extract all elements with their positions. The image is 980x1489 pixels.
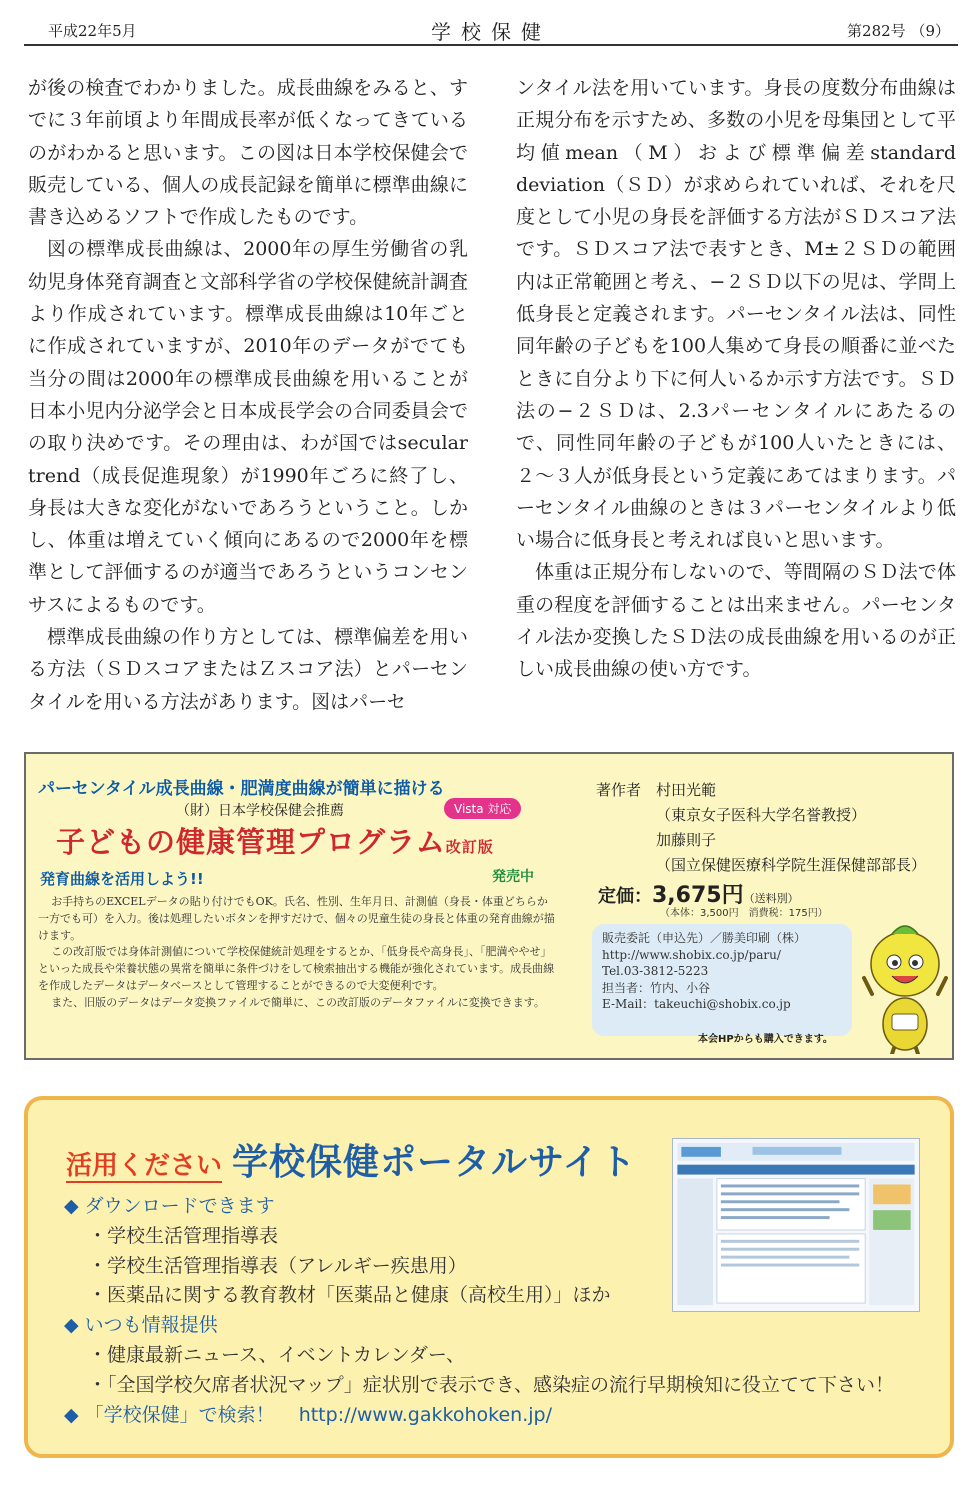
contact-line: 販売委託（申込先）／勝美印刷（株）	[602, 931, 807, 945]
author-label: 著作者	[596, 781, 642, 799]
author-affiliation: （東京女子医科大学名誉教授）	[656, 806, 867, 824]
portal-url-link[interactable]: http://www.gakkohoken.jp/	[298, 1403, 552, 1426]
search-hint: 「学校保健」で検索！	[84, 1403, 275, 1426]
issue-number: 第282号 （9）	[847, 22, 950, 40]
ad-recommendation: （財）日本学校保健会推薦	[176, 803, 344, 819]
ad-authors	[596, 778, 926, 878]
ad-subtitle: 発育曲線を活用しよう!!	[40, 870, 204, 888]
portal-tag: 活用ください	[66, 1151, 223, 1181]
diamond-bullet-icon: ◆	[64, 1403, 79, 1426]
vista-badge: Vista 対応	[444, 798, 521, 819]
hp-purchase-note: 本会HPからも購入できます。	[698, 1034, 833, 1045]
contact-tel: Tel.03-3812-5223	[602, 964, 709, 978]
mascot-illustration	[862, 914, 948, 1054]
ad-title	[56, 820, 494, 861]
author-name: 村田光範	[656, 781, 717, 799]
diamond-bullet-icon: ◆	[64, 1314, 79, 1337]
contact-email[interactable]: E-Mail：takeuchi@shobix.co.jp	[602, 997, 791, 1011]
portal-title: 学校保健ポータルサイト	[232, 1142, 637, 1183]
author-affiliation: （国立保健医療科学院生涯保健部部長）	[656, 856, 927, 874]
price-label: 定価：	[598, 886, 652, 907]
ad-paragraph: また、旧版のデータはデータ変換ファイルで簡単に、この改訂版のデータファイルに変換できます。	[51, 995, 545, 1009]
ad-tagline: パーセンタイル成長曲線・肥満度曲線が簡単に描ける	[38, 779, 445, 799]
article-column-left	[28, 72, 468, 718]
ad-title-text: 子どもの健康管理プログラム	[56, 825, 446, 859]
price-detail: （本体：3,500円 消費税：175円）	[660, 908, 828, 919]
price-value: 3,675円	[652, 883, 744, 908]
author-name: 加藤則子	[656, 831, 717, 849]
list-item: ・「全国学校欠席者状況マップ」症状別で表示でき、感染症の流行早期検知に役立てて下さい！	[88, 1373, 894, 1396]
diamond-bullet-icon: ◆	[64, 1195, 79, 1217]
order-contact-box	[592, 924, 852, 1036]
program-advertisement	[24, 752, 954, 1060]
portal-heading	[66, 1134, 637, 1185]
page-header	[24, 14, 958, 46]
contact-url[interactable]: http://www.shobix.co.jp/paru/	[602, 947, 781, 962]
list-item: ・学校生活管理指導表	[88, 1224, 279, 1247]
contact-person: 担当者：竹内、小谷	[602, 980, 711, 995]
price-note: （送料別）	[743, 892, 799, 905]
paragraph: ンタイル法を用いています。身長の度数分布曲線は正規分布を示すため、多数の小児を母集団として平均値mean（M）および標準偏差standard deviation（ＳＤ）が求められていれば、それを尺度として小児の身長を評価する方法がＳＤスコア法です。ＳＤスコア法で表すとき、M±２ＳＤの範囲内は正常範囲と考え、−２ＳＤ以下の児は、学問上低身長と定義されます。パーセンタイル法は、同性同年齢の子どもを100人集めて身長の順番に並べたときに自分より下に何人いるか示す方法です。ＳＤ法の−２ＳＤは、2.3パーセンタイルにあたるので、同性同年齢の子どもが100人いたときには、２〜３人が低身長という定義にあてはまります。パーセンタイル曲線のときは３パーセンタイルより低い場合に低身長と考えれば良いと思います。	[516, 77, 956, 552]
on-sale-label: 発売中	[492, 869, 534, 885]
issue-date: 平成22年5月	[48, 22, 137, 40]
paragraph: が後の検査でわかりました。成長曲線をみると、すでに３年前頃より年間成長率が低くなってきているのがわかると思います。この図は日本学校保健会で販売している、個人の成長記録を簡単に標準曲線に書き込めるソフトで作成したものです。	[28, 77, 468, 229]
portal-site-banner	[24, 1096, 954, 1458]
ad-description	[38, 894, 558, 1012]
newspaper-title: 学校保健	[431, 20, 551, 44]
paragraph: 体重は正規分布しないので、等間隔のＳＤ法で体重の程度を評価することは出来ません。パーセンタイル法か変換したＳＤ法の成長曲線を用いるのが正しい成長曲線の使い方です。	[516, 561, 956, 681]
ad-paragraph: お手持ちのEXCELデータの貼り付けでもOK。氏名、性別、生年月日、計測値（身長・体重どちらか一方でも可）を入力。後は処理したいボタンを押すだけで、個々の児童生徒の身長と体重の発育曲線が描けます。	[38, 895, 555, 942]
list-item: ・学校生活管理指導表（アレルギー疾患用）	[88, 1254, 467, 1277]
list-item: ・医薬品に関する教育教材「医薬品と健康（高校生用）」ほか	[88, 1284, 611, 1307]
ad-title-suffix: 改訂版	[445, 838, 494, 856]
article-column-right	[516, 72, 956, 686]
section-heading: ダウンロードできます	[84, 1195, 275, 1217]
section-heading: いつも情報提供	[84, 1314, 218, 1337]
list-item: ・健康最新ニュース、イベントカレンダー、	[88, 1343, 466, 1366]
website-screenshot-thumbnail	[672, 1138, 920, 1312]
paragraph: 図の標準成長曲線は、2000年の厚生労働省の乳幼児身体発育調査と文部科学省の学校保健統計調査より作成されています。標準成長曲線は10年ごとに作成されていますが、2010年のデータがでても当分の間は2000年の標準成長曲線を用いることが日本小児内分泌学会と日本成長学会の合同委員会での取り決めです。その理由は、わが国ではsecular trend（成長促進現象）が1990年ごろに終了し、身長は大きな変化がないであろうということ。しかし、体重は増えていく傾向にあるので2000年を標準として評価するのが適当であろうというコンセンサスによるものです。	[28, 238, 468, 616]
paragraph: 標準成長曲線の作り方としては、標準偏差を用いる方法（ＳＤスコアまたはＺスコア法）とパーセンタイルを用いる方法があります。図はパーセ	[28, 626, 468, 713]
ad-paragraph: この改訂版では身体計測値について学校保健統計処理をするとか、「低身長や高身長」、「肥満ややせ」といった成長や栄養状態の異常を簡単に条件づけをして検索抽出する機能が強化されています。成長曲線を作成したデータはデータベースとして管理することができるので大変便利です。	[38, 945, 555, 992]
